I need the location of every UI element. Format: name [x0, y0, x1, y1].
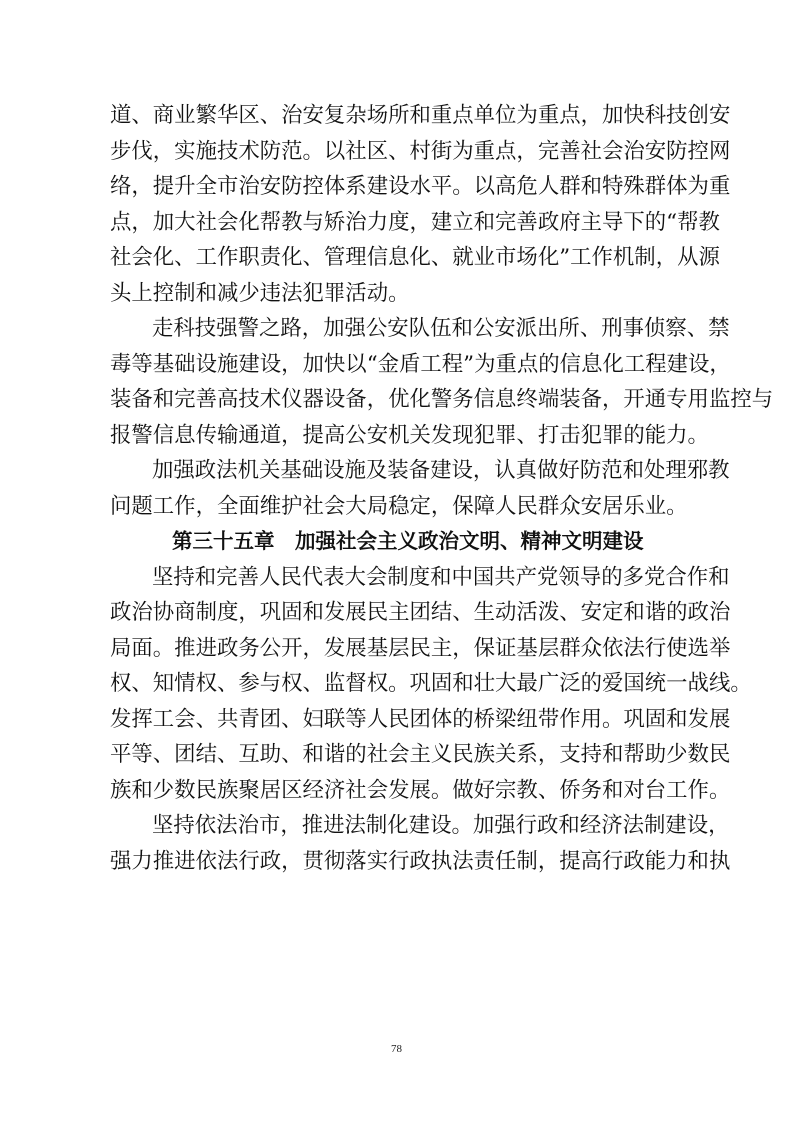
text-line: 步伐，实施技术防范。以社区、村街为重点，完善社会治安防控网 [110, 138, 731, 164]
paragraph [110, 560, 752, 809]
chapter-heading: 第三十五章 加强社会主义政治文明、精神文明建设 [172, 529, 644, 553]
paragraph [110, 808, 731, 879]
text-line: 社会化、工作职责化、管理信息化、就业市场化”工作机制，从源 [110, 245, 720, 270]
page-number: 78 [391, 1043, 402, 1055]
text-line: 络，提升全市治安防控体系建设水平。以高危人群和特殊群体为重 [110, 174, 731, 199]
text-line: 点，加大社会化帮教与矫治力度，建立和完善政府主导下的“帮教 [110, 209, 720, 235]
text-line: 坚持依法治市，推进法制化建设。加强行政和经济法制建设， [152, 813, 730, 838]
text-line: 装备和完善高技术仪器设备，优化警务信息终端装备，开通专用监控与 [110, 387, 774, 412]
text-line: 发挥工会、共青团、妇联等人民团体的桥梁纽带作用。巩固和发展 [110, 706, 731, 732]
text-line: 平等、团结、互助、和谐的社会主义民族关系，支持和帮助少数民 [110, 742, 731, 767]
text-line: 局面。推进政务公开，发展基层民主，保证基层群众依法行使选举 [110, 635, 731, 661]
paragraph [110, 311, 774, 453]
body-text-before-heading [110, 98, 774, 524]
text-line: 问题工作，全面维护社会大局稳定，保障人民群众安居乐业。 [110, 493, 688, 519]
text-line: 头上控制和减少违法犯罪活动。 [110, 280, 410, 306]
text-line: 强力推进依法行政，贯彻落实行政执法责任制，提高行政能力和执 [110, 848, 731, 874]
text-line: 道、商业繁华区、治安复杂场所和重点单位为重点，加快科技创安 [110, 103, 731, 128]
text-line: 坚持和完善人民代表大会制度和中国共产党领导的多党合作和 [152, 564, 730, 590]
text-line: 毒等基础设施建设，加快以“金盾工程”为重点的信息化工程建设， [110, 351, 731, 377]
text-line: 走科技强警之路，加强公安队伍和公安派出所、刑事侦察、禁 [152, 316, 730, 341]
text-line: 报警信息传输通道，提高公安机关发现犯罪、打击犯罪的能力。 [110, 422, 709, 448]
text-line: 政治协商制度，巩固和发展民主团结、生动活泼、安定和谐的政治 [110, 600, 731, 625]
document-body [110, 98, 774, 879]
text-line: 权、知情权、参与权、监督权。巩固和壮大最广泛的爱国统一战线。 [110, 671, 752, 696]
text-line: 加强政法机关基础设施及装备建设，认真做好防范和处理邪教 [152, 458, 730, 483]
paragraph [110, 98, 731, 311]
text-line: 族和少数民族聚居区经济社会发展。做好宗教、侨务和对台工作。 [110, 777, 731, 803]
body-text-after-heading [110, 560, 752, 880]
paragraph [110, 453, 730, 524]
